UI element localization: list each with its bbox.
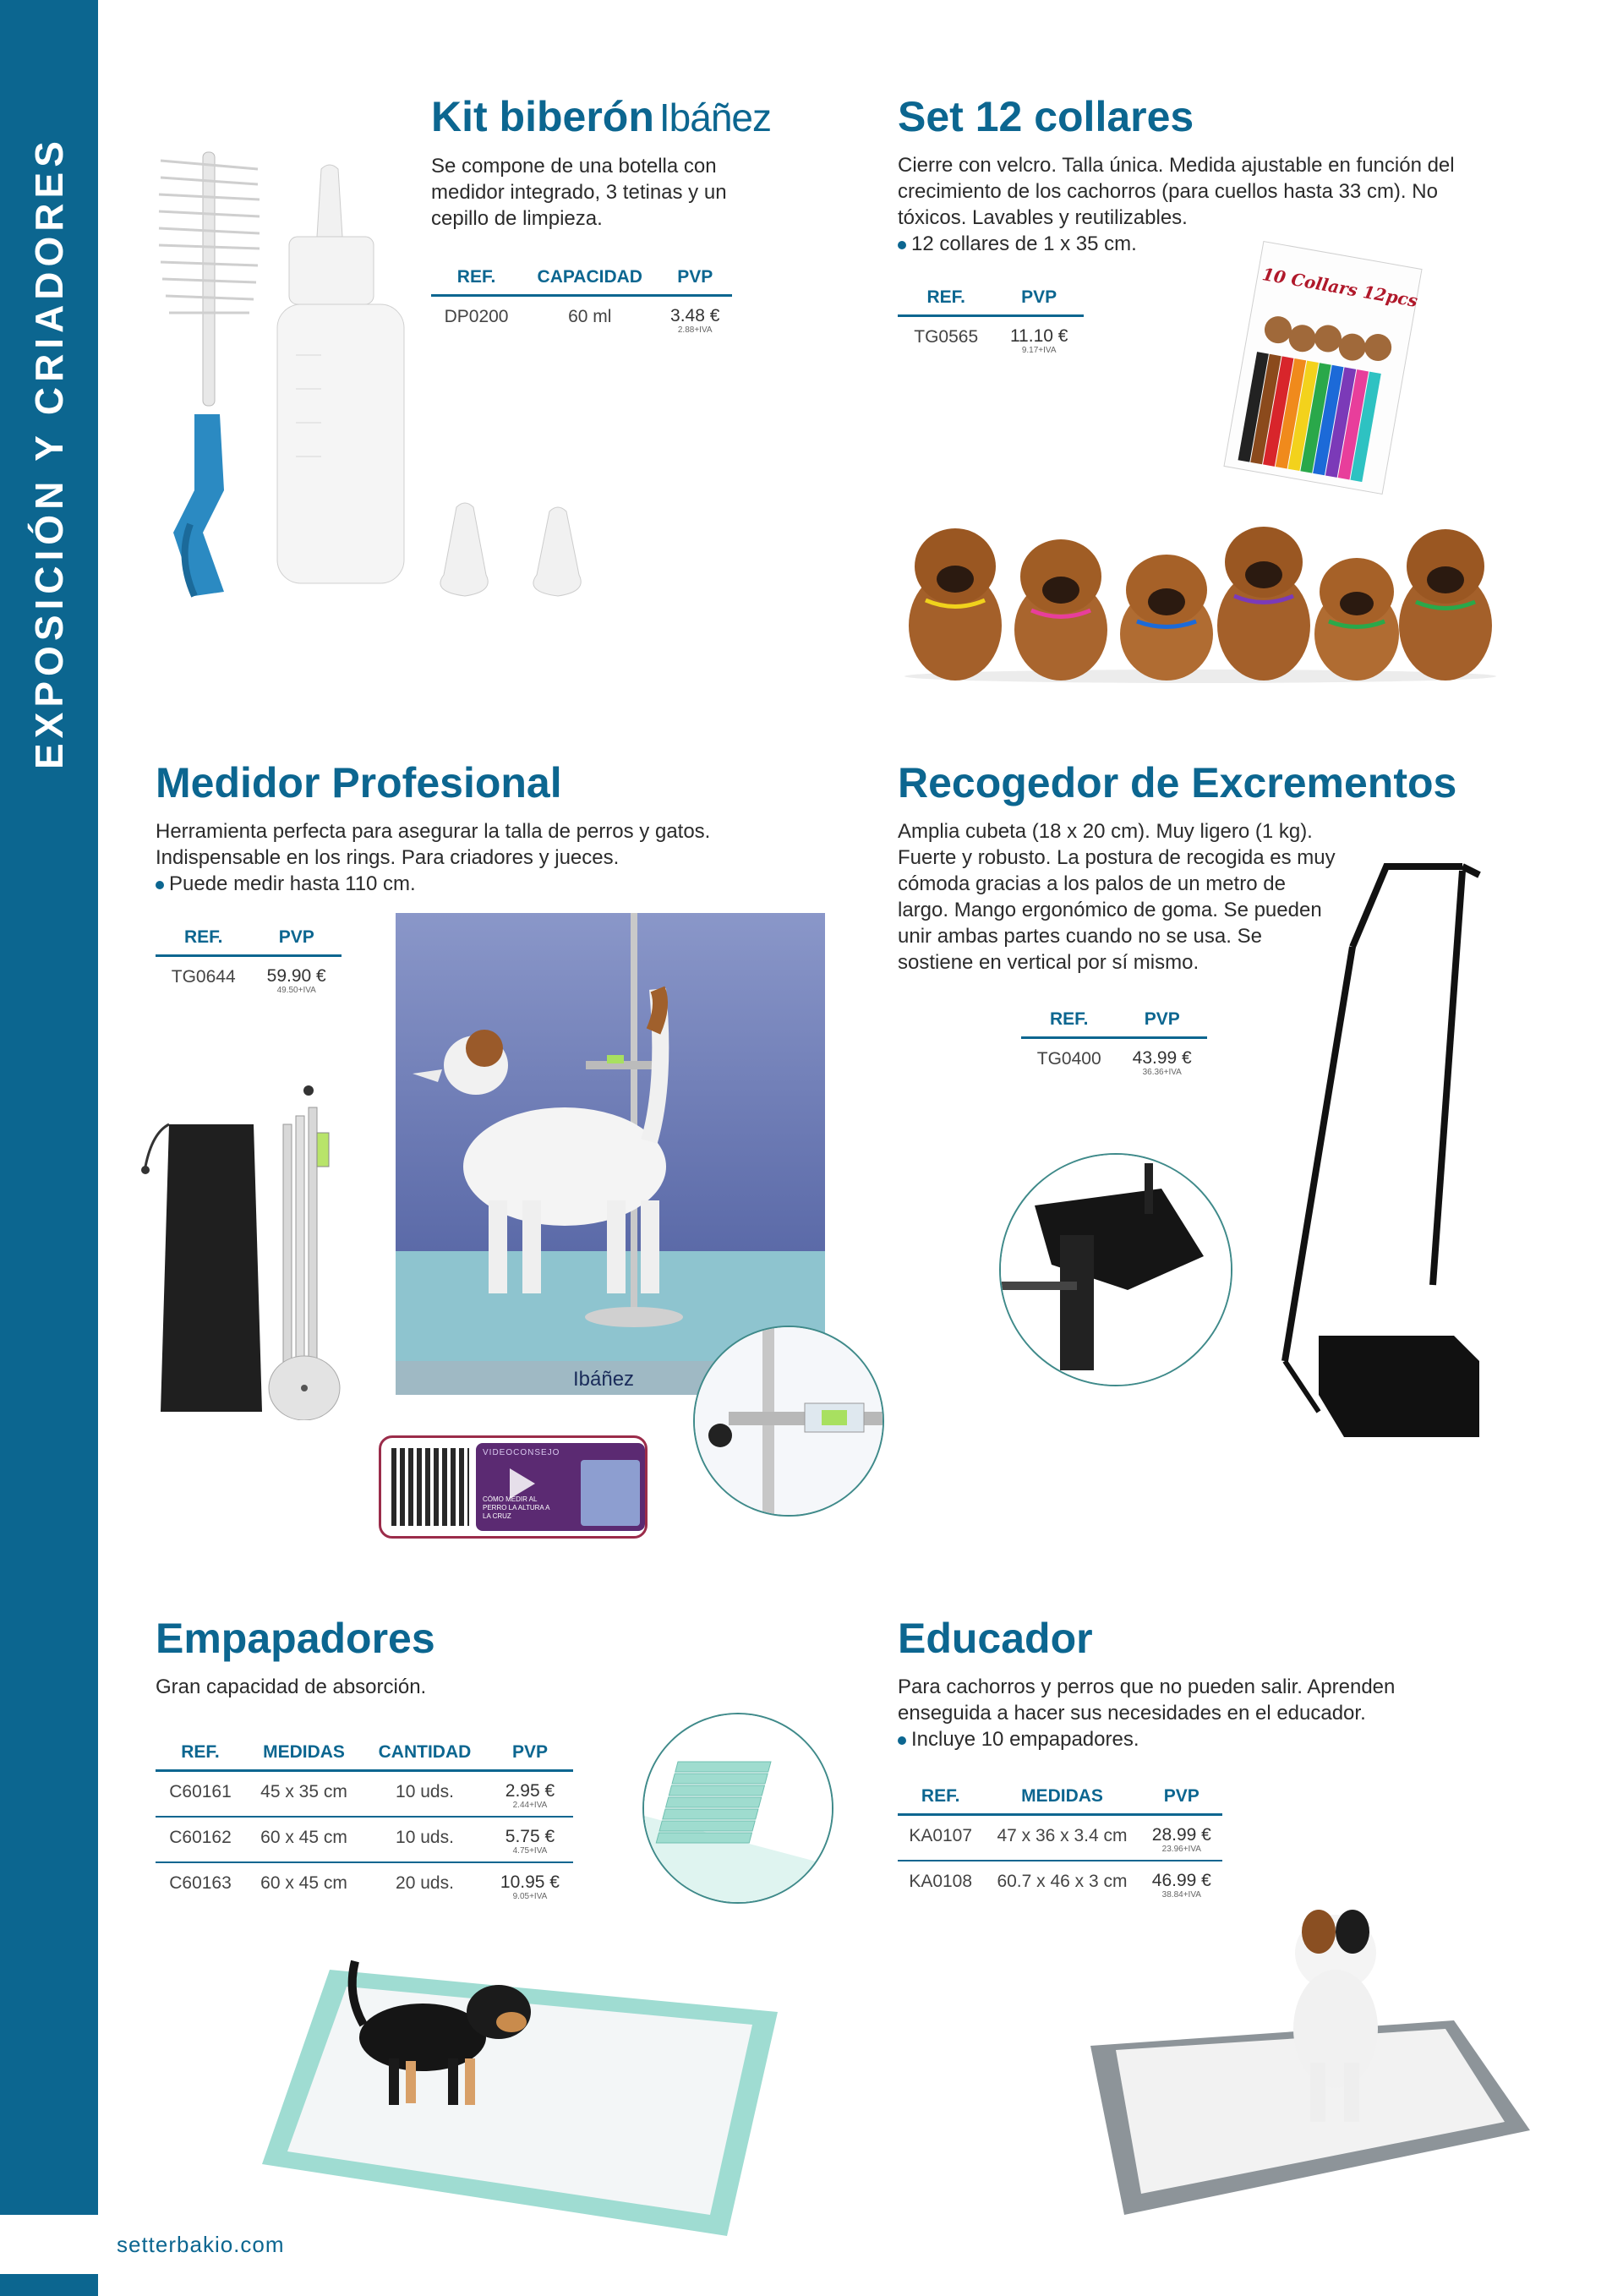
empapadores-title: Empapadores [156,1615,435,1662]
sidebar [0,0,98,2296]
price: 11.10 € [1009,326,1068,346]
empapadores-price-table [156,1742,573,1907]
table-header: PVP [487,1742,573,1771]
medidor-title: Medidor Profesional [156,759,562,806]
medidor-photo-brand: Ibáñez [573,1368,635,1391]
price-cell [251,956,342,1002]
ref-cell: KA0107 [898,1815,983,1861]
educador-description: Para cachorros y perros que no pueden salir. Aprenden enseguida a hacer sus necesidades en el educador. [898,1676,1396,1725]
price-cell [487,1862,573,1907]
kit-biberon-price-table [431,267,732,341]
ref-cell: KA0108 [909,1872,973,1891]
price: 5.75 € [505,1827,555,1846]
size-cell: 60 x 45 cm [260,1873,347,1893]
collares-bullet: 12 collares de 1 x 35 cm. [898,231,1489,257]
price-cell [658,296,732,342]
ref-cell: TG0400 [1036,1049,1101,1069]
educador-bullet: Incluye 10 empapadores. [898,1726,1489,1752]
recogedor-title: Recogedor de Excrementos [898,759,1457,806]
table-header: REF. [156,1742,245,1771]
collares-price-table [898,287,1084,361]
size-cell: 60 x 45 cm [245,1817,363,1862]
video-caption: CÓMO MEDIR AL PERRO LA ALTURA A LA CRUZ [483,1495,549,1520]
table-row [431,296,732,342]
medidor-dog-photo [396,913,825,1395]
table-row [156,1862,573,1907]
kit-biberon-description: Se compone de una botella con medidor integrado, 3 tetinas y un cepillo de limpieza. [431,155,727,230]
price: 46.99 € [1151,1871,1211,1890]
qr-code[interactable] [391,1448,469,1526]
recogedor-description: Amplia cubeta (18 x 20 cm). Muy ligero (1 kg). Fuerte y robusto. La postura de recogida es muy cómoda gracias a los palos de un metro de largo. Mango ergonómico de goma. Se pueden unir ambas partes cuando no se usa. Se sostiene en vertical por sí mismo. [898,820,1336,974]
table-header: REF. [898,287,994,316]
medidor-description: Herramienta perfecta para asegurar la talla de perros y gatos. Indispensable en los rings. Para criadores y jueces. [156,820,711,869]
table-header: CANTIDAD [363,1742,487,1771]
net-price: 38.84+IVA [1161,1890,1201,1900]
net-price: 2.44+IVA [512,1801,548,1810]
medidor-bullet: Puede medir hasta 110 cm. [156,871,798,897]
net-price: 36.36+IVA [1142,1068,1182,1077]
ref-cell: TG0565 [914,327,979,347]
qty-cell: 10 uds. [363,1771,487,1818]
price-cell [1117,1038,1207,1084]
video-thumbnail[interactable] [476,1443,645,1531]
price-cell [487,1771,573,1818]
table-row [156,1771,573,1818]
table-header: REF. [156,927,251,956]
collares-title: Set 12 collares [898,93,1194,140]
ref-cell: C60161 [156,1771,245,1818]
recogedor-image [1268,854,1488,1471]
medidor-price-table [156,927,342,1001]
net-price: 9.17+IVA [1021,346,1057,355]
table-row [898,1815,1222,1861]
table-header: PVP [1141,1786,1222,1815]
page-number-box [0,2215,98,2274]
net-price: 23.96+IVA [1161,1845,1201,1854]
collares-description: Cierre con velcro. Talla única. Medida ajustable en función del crecimiento de los cachorros (para cuellos hasta 33 cm). No tóxicos. Lavables y reutilizables. [898,154,1455,229]
educador-title: Educador [898,1615,1093,1662]
net-price: 9.05+IVA [512,1892,548,1901]
net-price: 2.88+IVA [677,325,713,335]
size-cell: 45 x 35 cm [245,1771,363,1818]
kit-biberon-section [431,91,828,341]
price-cell [994,316,1084,362]
kit-biberon-title [431,91,828,143]
recogedor-detail-circle [999,1153,1232,1386]
collares-pack-image [1217,237,1429,499]
price: 2.95 € [505,1781,555,1801]
section-title: EXPOSICIÓN Y CRIADORES [27,136,71,769]
table-header: PVP [658,267,732,296]
collares-pack-label: 10 Collars 12pcs [1260,264,1419,311]
table-header: PVP [994,287,1084,316]
ref-cell: DP0200 [444,307,509,326]
empapadores-description: Gran capacidad de absorción. [156,1676,427,1698]
table-header: CAPACIDAD [522,267,658,296]
video-label: VIDEOCONSEJO [483,1448,560,1457]
net-price: 49.50+IVA [276,986,316,995]
size-cell: 60.7 x 46 x 3 cm [997,1872,1128,1891]
website-link[interactable]: setterbakio.com [117,2232,285,2257]
table-row [1021,1038,1207,1084]
price-cell [487,1817,573,1862]
table-header: PVP [1117,1009,1207,1038]
price-cell [1141,1815,1222,1861]
table-header: PVP [251,927,342,956]
videoconsejo-banner[interactable] [379,1435,648,1539]
ref-cell: TG0644 [171,967,236,987]
medidor-detail-circle [693,1326,884,1517]
capacity-cell: 60 ml [568,307,612,326]
table-row [156,1817,573,1862]
size-cell: 47 x 36 x 3.4 cm [983,1815,1140,1861]
price: 3.48 € [670,306,720,325]
table-header: REF. [898,1786,983,1815]
price: 43.99 € [1132,1048,1192,1068]
empapadores-puppy-image [254,1944,778,2249]
empapadores-section [156,1613,663,1907]
qty-cell: 20 uds. [396,1873,454,1893]
table-row [156,956,342,1002]
ref-cell: C60163 [169,1873,232,1893]
empapadores-stack-circle [642,1713,833,1904]
table-header: MEDIDAS [245,1742,363,1771]
qty-cell: 10 uds. [363,1817,487,1862]
play-icon[interactable] [510,1468,535,1499]
brand-logo-ibanez: Ibáñez [658,96,771,139]
table-header: MEDIDAS [983,1786,1140,1815]
recogedor-price-table [1021,1009,1207,1083]
puppies-image [896,507,1505,685]
price: 10.95 € [500,1872,560,1892]
net-price: 4.75+IVA [512,1846,548,1856]
price: 28.99 € [1151,1825,1211,1845]
medidor-bag-image [135,1082,355,1420]
table-header: REF. [431,267,522,296]
educador-image [1057,1860,1538,2223]
kit-biberon-title-text: Kit biberón [431,93,654,140]
ref-cell: C60162 [156,1817,245,1862]
table-row [898,316,1084,362]
video-dog-thumb [581,1460,640,1526]
table-header: REF. [1021,1009,1117,1038]
price: 59.90 € [266,966,326,986]
